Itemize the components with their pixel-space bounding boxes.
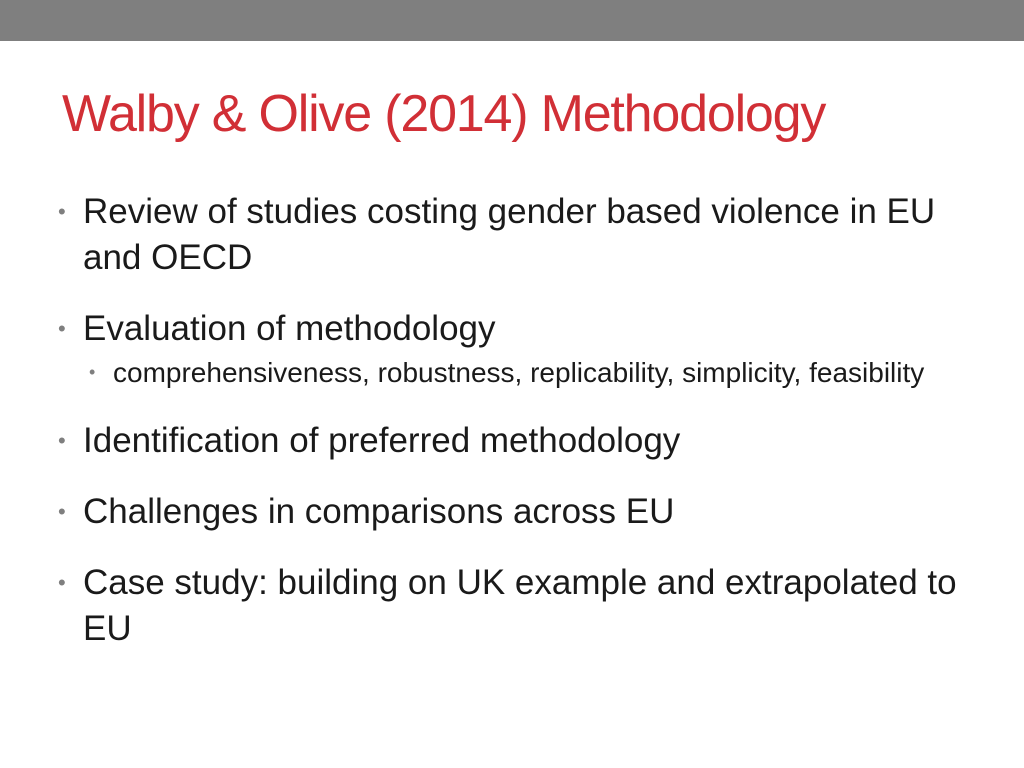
sub-bullet-list [83, 352, 978, 393]
bullet-dot-icon: • [58, 199, 66, 224]
sub-bullet-dot-icon: • [89, 362, 96, 382]
slide-title: Walby & Olive (2014) Methodology [62, 85, 826, 143]
bullet-dot-icon: • [58, 570, 66, 595]
bullet-list [58, 189, 978, 652]
bullet-text: Evaluation of methodology [83, 309, 496, 348]
bullet-text: Challenges in comparisons across EU [83, 492, 675, 531]
bullet-dot-icon: • [58, 499, 66, 524]
bullet-dot-icon: • [58, 316, 66, 341]
sub-bullet-text: comprehensiveness, robustness, replicability, simplicity, feasibility [113, 357, 925, 388]
bullet-text: Review of studies costing gender based violence in EU and OECD [83, 192, 936, 277]
bullet-dot-icon: • [58, 428, 66, 453]
bullet-text: Case study: building on UK example and extrapolated to EU [83, 563, 957, 648]
bullet-item [58, 560, 978, 652]
bullet-text: Identification of preferred methodology [83, 421, 681, 460]
top-bar [0, 0, 1024, 41]
bullet-item [58, 418, 978, 464]
bullet-item [58, 489, 978, 535]
bullet-item [58, 306, 978, 393]
bullet-item [58, 189, 978, 281]
sub-bullet-item [83, 352, 978, 393]
